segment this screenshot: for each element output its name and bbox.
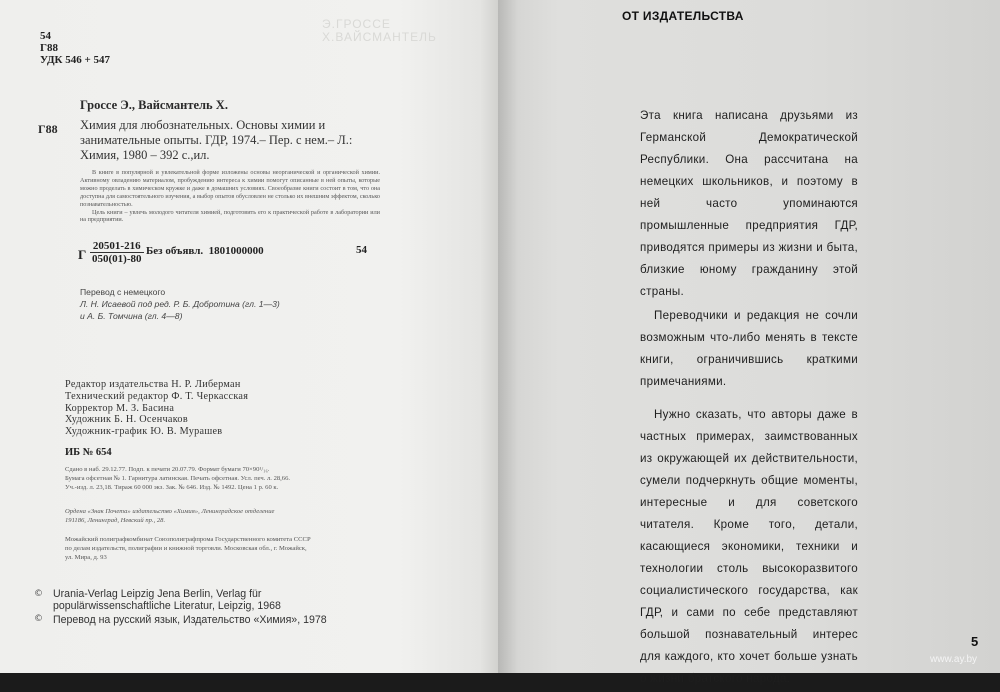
editors-list (65, 379, 248, 438)
annotation-text: В книге в популярной и увлекательной форме изложены основы неорганической и органической химии. Активному овладению материалом, пробуждению интереса к химии помогут описанные в ней опыты, которые можно проделать в химическом кружке и даже в домашних условиях. Своеобразие книги состоит в том, что она доступна для самостоятельного изучения, а выбор опытов обусловлен не столько их внешним эффектом, сколько познавательностью. (80, 169, 380, 208)
printing-plant (65, 536, 311, 562)
print-line: Уч.-изд. л. 23,18. Тираж 60 000 экз. Зак. № 646. Изд. № 1492. Цена 1 р. 60 к. (65, 483, 279, 491)
plant-line: Можайский полиграфкомбинат Союзполиграфпрома Государственного комитета СССР (65, 536, 311, 543)
classification-fraction (90, 240, 144, 265)
ib-number: ИБ № 654 (65, 447, 112, 458)
editor-line: Корректор М. З. Басина (65, 402, 175, 414)
authors: Гроссе Э., Вайсмантель Х. (80, 98, 228, 112)
copyright-original-text (53, 589, 281, 612)
annotation (80, 169, 380, 224)
print-details (65, 466, 290, 492)
preface-body (640, 105, 858, 692)
classification-number: 54 (356, 244, 367, 256)
left-page (0, 0, 500, 673)
watermark: www.ay.by (930, 654, 978, 665)
preface-paragraph: Нужно сказать, что авторы даже в частных примерах, заимствованных из окружающей их действительности, сумели подчеркнуть общие моменты, интересные и для советского читателя. Кроме того, детали, касающиеся экономики, техники и технологии столь высокоразвитого социалистического государства, как ГДР, и сами по себе представляют большой познавательный интерес для каждого, кто хочет больше узнать о жизни братского народа. (640, 408, 858, 685)
show-through-ghost-text (322, 18, 437, 44)
editor-line: Художник-график Ю. В. Мурашев (65, 426, 223, 438)
code-line: УДК 546 + 547 (40, 54, 111, 66)
page-number: 5 (971, 634, 979, 649)
no-price-label: Без объявл. (146, 245, 204, 257)
code-line: 54 (40, 30, 51, 42)
classification-numerator: 20501-216 (90, 240, 144, 253)
editor-line: Технический редактор Ф. Т. Черкасская (65, 390, 249, 402)
page-heading: ОТ ИЗДАТЕЛЬСТВА (622, 9, 744, 23)
plant-line: по делам издательств, полиграфии и книжной торговли. Московская обл., г. Можайск, (65, 544, 307, 552)
copyright-icon: © (34, 589, 43, 599)
ghost-line: Х.ВАЙСМАНТЕЛЬ (322, 30, 437, 44)
code-line: Г88 (40, 42, 58, 54)
publisher-line: Ордена «Знак Почета» издательство «Химия», Ленинградское отделение (65, 508, 275, 515)
editor-line: Художник Б. Н. Осенчаков (65, 414, 188, 426)
translation-line: Перевод с немецкого (80, 287, 166, 297)
index-letter: Г88 (38, 122, 58, 136)
copyright-original (34, 589, 281, 612)
catalog-codes (40, 30, 110, 66)
classification-noprice (146, 245, 264, 257)
print-line: Бумага офсетная № 1. Гарнитура латинская. Печать офсетная. Усл. печ. л. 28,66. (65, 474, 291, 482)
bibliographic-description: Химия для любознательных. Основы химии и занимательные опыты. ГДР, 1974.– Пер. с нем.– Л.: Химия, 1980 – 392 с.,ил. (80, 118, 353, 162)
copyright-line: Urania-Verlag Leipzig Jena Berlin, Verlag für (53, 588, 262, 600)
copyright-icon: © (34, 614, 43, 624)
copyright-translation (34, 614, 327, 626)
copyright-line: populärwissenschaftliche Literatur, Leipzig, 1968 (53, 599, 281, 612)
right-page (498, 0, 1000, 685)
classification-letter: Г (78, 247, 87, 262)
plant-line: ул. Мира, д. 93 (65, 553, 107, 561)
classification-denominator: 050(01)-80 (92, 253, 142, 265)
ghost-line: Э.ГРОССЕ (322, 17, 391, 31)
preface-paragraph: Эта книга написана друзьями из Германской Демократической Республики. Она рассчитана на немецких школьников, и поэтому в ней часто упоминаются промышленные предприятия ГДР, приводятся примеры из жизни и быта, близкие юному гражданину этой страны. (640, 109, 858, 298)
print-line: Сдано в наб. 29.12.77. Подп. к печати 20.07.79. Формат бумаги 70×90¹/₁₆. (65, 466, 270, 473)
translation-line: и А. Б. Томчина (гл. 4—8) (80, 311, 183, 321)
translation-line: Л. Н. Исаевой под ред. Р. Б. Добротина (гл. 1—3) (80, 299, 280, 309)
preface-paragraph: Переводчики и редакция не сочли возможным что-либо менять в тексте книги, ограничившись краткими примечаниями. (640, 309, 858, 388)
publisher-address (65, 508, 274, 526)
editor-line: Редактор издательства Н. Р. Либерман (65, 379, 241, 390)
annotation-purpose: Цель книги – увлечь молодого читателя химией, подготовить его к практической работе в лаборатории или на предприятии. (80, 208, 380, 224)
translation-credits (80, 286, 280, 322)
copyright-translation-text: Перевод на русский язык, Издательство «Химия», 1978 (53, 614, 327, 626)
classification-code: 1801000000 (208, 245, 264, 257)
publisher-line: 191186, Ленинград, Невский пр., 28. (65, 516, 166, 524)
